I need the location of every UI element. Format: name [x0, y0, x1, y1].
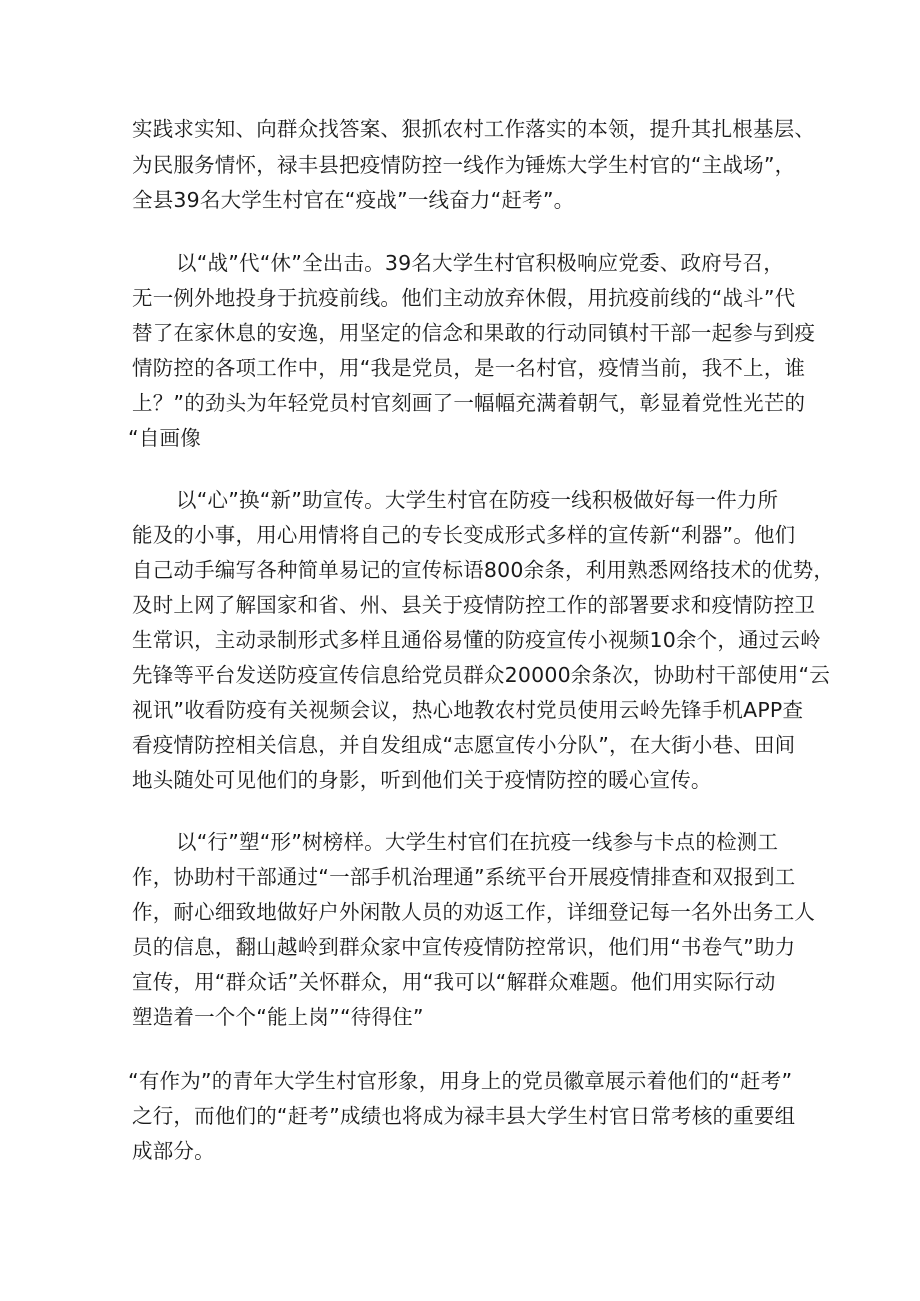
- text-line: 员的信息，翻山越岭到群众家中宣传疫情防控常识，他们用“书卷气”助力: [132, 935, 796, 959]
- text-line: 塑造着一个个“能上岗”“待得住”: [132, 1005, 424, 1029]
- text-line: 及时上网了解国家和省、州、县关于疫情防控工作的部署要求和疫情防控卫: [132, 593, 816, 617]
- text-line: 以“心”换“新”助宣传。大学生村官在防疫一线积极做好每一件力所: [176, 488, 779, 512]
- text-line: 地头随处可见他们的身影，听到他们关于疫情防控的暖心宣传。: [132, 768, 712, 792]
- text-line: 生常识，主动录制形式多样且通俗易懂的防疫宣传小视频10余个，通过云岭: [132, 628, 821, 652]
- text-line: 作，耐心细致地做好户外闲散人员的劝返工作，详细登记每一名外出务工人: [132, 900, 816, 924]
- text-line: 看疫情防控相关信息，并自发组成“志愿宣传小分队”，在大街小巷、田间: [132, 733, 796, 757]
- text-line: 无一例外地投身于抗疫前线。他们主动放弃休假，用抗疫前线的“战斗”代: [132, 286, 796, 310]
- text-line: 为民服务情怀，禄丰县把疫情防控一线作为锤炼大学生村官的“主战场”，: [132, 153, 796, 177]
- text-line: 以“战”代“休”全出击。39名大学生村官积极响应党委、政府号召，: [176, 251, 784, 275]
- text-line: 情防控的各项工作中，用“我是党员，是一名村官，疫情当前，我不上，谁: [132, 356, 806, 380]
- text-line: 之行，而他们的“赶考”成绩也将成为禄丰县大学生村官日常考核的重要组: [132, 1104, 796, 1128]
- text-line: 上？”的劲头为年轻党员村官刻画了一幅幅充满着朝气，彰显着党性光芒的: [132, 391, 806, 415]
- text-line: 替了在家休息的安逸，用坚定的信念和果敢的行动同镇村干部一起参与到疫: [132, 321, 816, 345]
- text-line: 宣传，用“群众话”关怀群众，用“我可以“解群众难题。他们用实际行动: [132, 970, 776, 994]
- text-line: 自己动手编写各种简单易记的宣传标语800余条，利用熟悉网络技术的优势，: [132, 558, 835, 582]
- text-line: 作，协助村干部通过“一部手机治理通”系统平台开展疫情排查和双报到工: [132, 865, 796, 889]
- text-line: 能及的小事，用心用情将自己的专长变成形式多样的宣传新“利器”。他们: [132, 523, 796, 547]
- text-line: 先锋等平台发送防疫宣传信息给党员群众20000余条次，协助村干部使用“云: [132, 663, 831, 687]
- text-line: 以“行”塑“形”树榜样。大学生村官们在抗疫一线参与卡点的检测工: [176, 830, 779, 854]
- text-line: 全县39名大学生村官在“疫战”一线奋力“赶考”。: [132, 188, 575, 212]
- text-line: 视讯”收看防疫有关视频会议，热心地教农村党员使用云岭先锋手机APP查: [132, 698, 804, 722]
- text-line: 成部分。: [132, 1139, 215, 1163]
- text-line: 实践求实知、向群众找答案、狠抓农村工作落实的本领，提升其扎根基层、: [132, 117, 816, 141]
- text-line: “自画像: [128, 426, 201, 450]
- text-line: “有作为”的青年大学生村官形象，用身上的党员徽章展示着他们的“赶考”: [128, 1069, 793, 1093]
